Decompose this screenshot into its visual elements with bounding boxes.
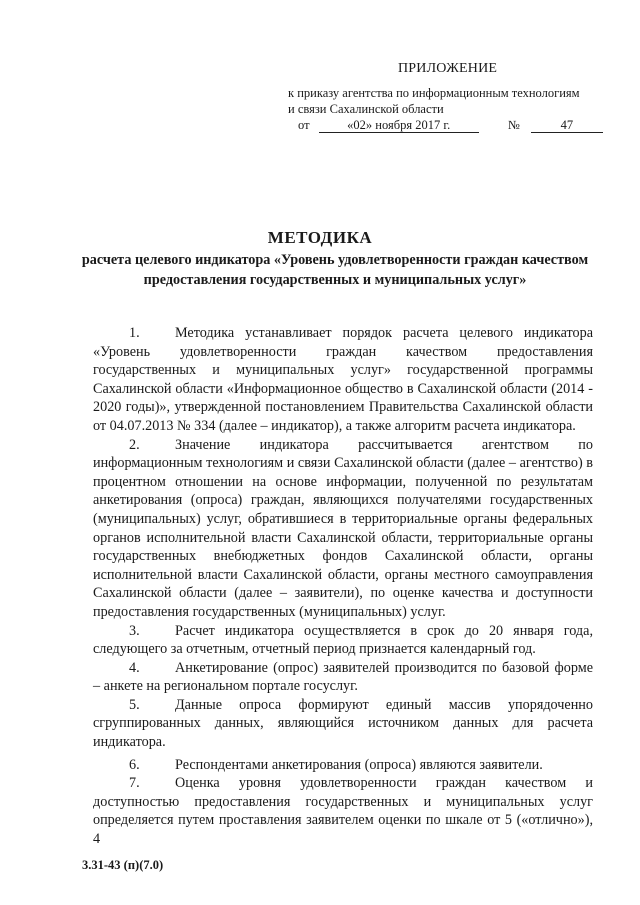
paragraph-6 [93, 756, 593, 775]
paragraph-5 [93, 696, 593, 752]
paragraph-text: Анкетирование (опрос) заявителей производится по базовой форме – анкете на региональном портале госуслуг. [93, 659, 593, 695]
order-reference-line-1: к приказу агентства по информационным технологиям [288, 86, 580, 100]
paragraph-7 [93, 774, 593, 848]
paragraph-number: 2. [129, 436, 140, 453]
paragraph-4 [93, 659, 593, 696]
paragraph-text: Расчет индикатора осуществляется в срок до 20 января года, следующего за отчетным, отчетный период признается календарный год. [93, 622, 593, 658]
paragraph-2 [93, 436, 593, 622]
date-prefix: от [298, 118, 310, 132]
order-date-field: «02» ноября 2017 г. [319, 118, 479, 133]
paragraph-3 [93, 622, 593, 659]
paragraph-number: 3. [129, 622, 140, 639]
document-body [93, 324, 593, 849]
paragraph-number: 7. [129, 775, 140, 792]
document-title: МЕТОДИКА [267, 228, 373, 247]
order-date-number-row [298, 118, 603, 133]
paragraph-number: 5. [129, 696, 140, 713]
order-number-field: 47 [531, 118, 603, 133]
document-subtitle: расчета целевого индикатора «Уровень удовлетворенности граждан качеством предоставления государственных и муниципальных услуг» [81, 252, 589, 288]
appendix-title: ПРИЛОЖЕНИЕ [398, 61, 498, 76]
number-sign: № [507, 118, 520, 132]
paragraph-text: Методика устанавливает порядок расчета целевого индикатора «Уровень удовлетворенности граждан качеством предоставления государственных и муниципальных услуг» государственной программы Сахалинской области «Информационное общество в Сахалинской области (2014 - 2020 годы)», утвержденной постановлением Правительства Сахалинской области от 04.07.2013 № 334 (далее – индикатор), а также алгоритм расчета индикатора. [93, 325, 593, 434]
paragraph-text: Данные опроса формируют единый массив упорядоченно сгруппированных данных, являющийся источником данных для расчета индикатора. [93, 696, 593, 751]
paragraph-number: 1. [129, 325, 140, 341]
paragraph-1 [93, 324, 593, 436]
paragraph-number: 6. [129, 756, 140, 773]
paragraph-text: Значение индикатора рассчитывается агентством по информационным технологиям и связи Сахалинской области (далее – агентство) в процентном отношении на основе информации, полученной по результатам анкетирования (опроса) граждан, являющихся получателями государственных (муниципальных) услуг, обратившиеся в территориальные органы федеральных органов исполнительной власти Сахалинской области, территориальные органы государственных внебюджетных фондов Сахалинской области, органы исполнительной власти Сахалинской области, органы местного самоуправления Сахалинской области (далее – заявители), по оценке качества и доступности предоставления государственных (муниципальных) услуг. [93, 436, 593, 620]
paragraph-number: 4. [129, 659, 140, 676]
paragraph-text: Респондентами анкетирования (опроса) являются заявители. [175, 756, 543, 773]
document-code: 3.31-43 (п)(7.0) [82, 858, 164, 872]
order-reference-line-2: и связи Сахалинской области [288, 102, 444, 116]
paragraph-text: Оценка уровня удовлетворенности граждан качеством и доступностью предоставления государственных и муниципальных услуг определяется путем проставления заявителем оценки по шкале от 5 («отлично»), 4 [93, 775, 593, 848]
